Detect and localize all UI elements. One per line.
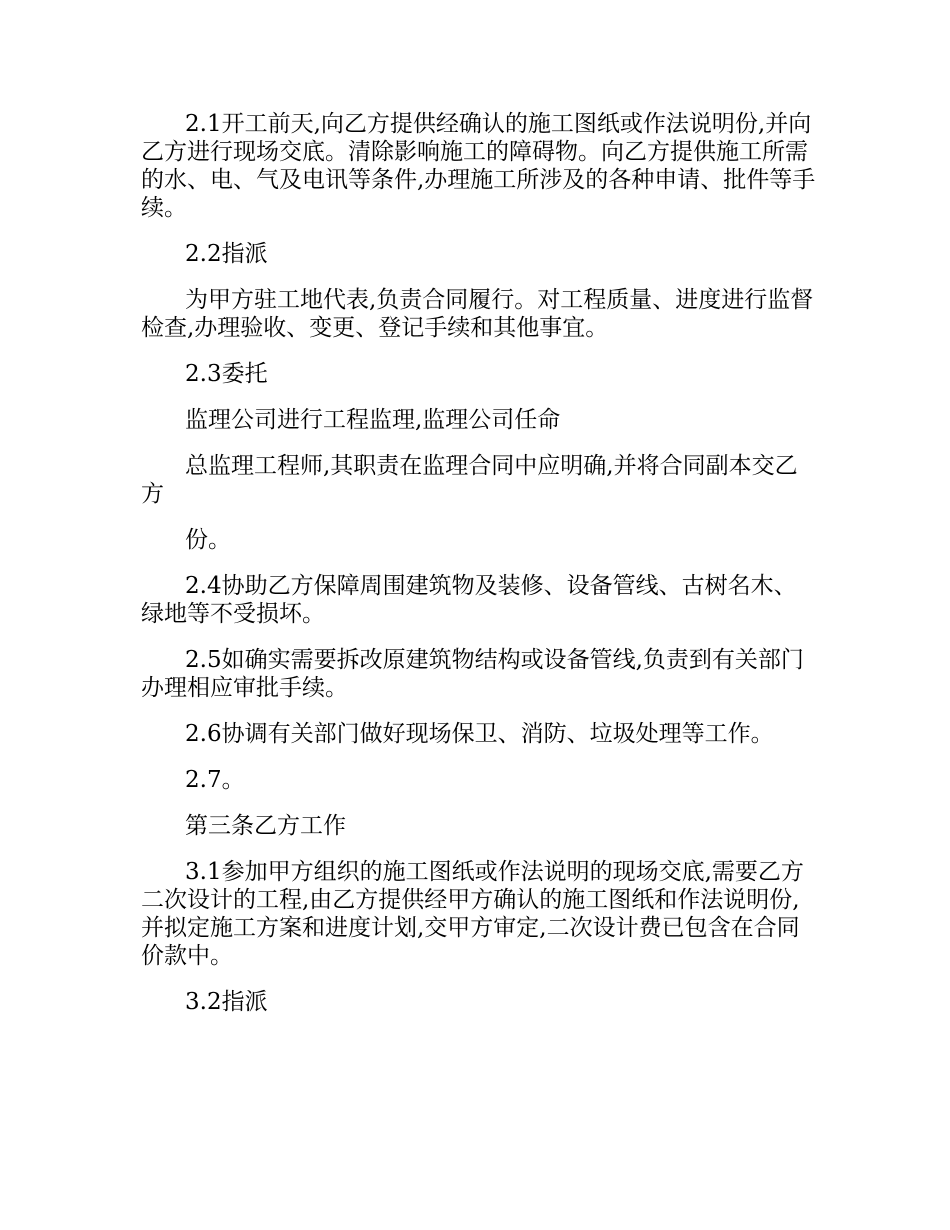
- paragraph-2-1: 2.1开工前天,向乙方提供经确认的施工图纸或作法说明份,并向乙方进行现场交底。清除影响施工的障碍物。向乙方提供施工所需的水、电、气及电讯等条件,办理施工所涉及的各种申请、批件等手续。: [141, 111, 816, 221]
- paragraph-2-7: 2.7。: [185, 767, 245, 793]
- paragraph-2-3-body: 监理公司进行工程监理,监理公司任命: [185, 407, 561, 433]
- paragraph-2-3-engineer: 总监理工程师,其职责在监理合同中应明确,并将合同副本交乙方: [141, 453, 798, 507]
- paragraph-2-2-heading: 2.2指派: [185, 241, 268, 267]
- section-3-heading: 第三条乙方工作: [185, 813, 346, 839]
- paragraph-2-6: 2.6协调有关部门做好现场保卫、消防、垃圾处理等工作。: [185, 721, 774, 747]
- paragraph-2-5: 2.5如确实需要拆改原建筑物结构或设备管线,负责到有关部门办理相应审批手续。: [141, 647, 804, 701]
- paragraph-2-3-copies: 份。: [185, 527, 231, 553]
- paragraph-3-1: 3.1参加甲方组织的施工图纸或作法说明的现场交底,需要乙方二次设计的工程,由乙方提供经甲方确认的施工图纸和作法说明份,并拟定施工方案和进度计划,交甲方审定,二次设计费已包含在合同价款中。: [141, 859, 804, 969]
- paragraph-2-4: 2.4协助乙方保障周围建筑物及装修、设备管线、古树名木、绿地等不受损坏。: [141, 573, 797, 627]
- paragraph-2-3-heading: 2.3委托: [185, 361, 268, 387]
- paragraph-3-2-heading: 3.2指派: [185, 989, 268, 1015]
- paragraph-2-2-body: 为甲方驻工地代表,负责合同履行。对工程质量、进度进行监督检查,办理验收、变更、登记手续和其他事宜。: [141, 287, 814, 341]
- document-page: [141, 110, 816, 1034]
